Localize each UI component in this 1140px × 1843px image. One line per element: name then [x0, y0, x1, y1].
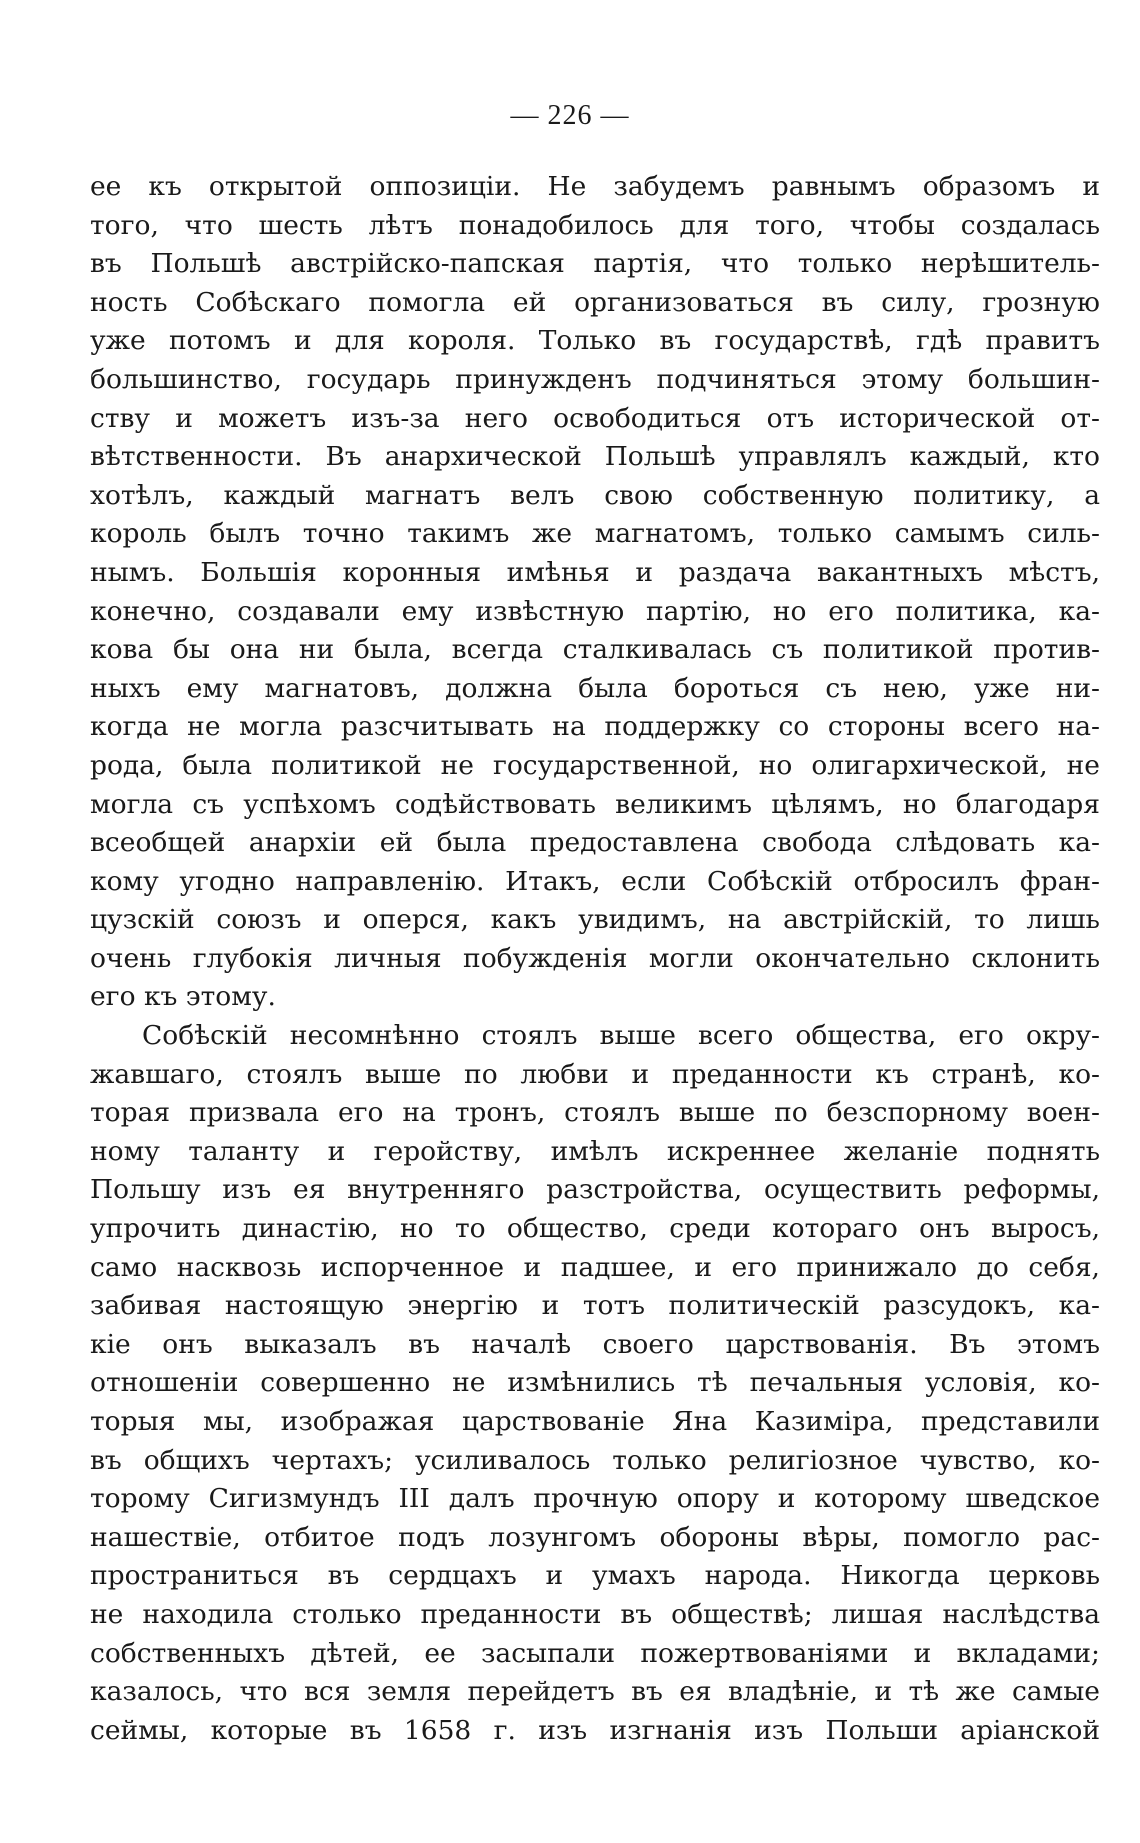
text-line: цузскій союзъ и оперся, какъ увидимъ, на австрійскій, то лишь: [90, 904, 1100, 936]
body-text: [90, 168, 1100, 1750]
text-line: Собѣскій несомнѣнно стоялъ выше всего общества, его окру-: [142, 1020, 1100, 1052]
text-line: могла съ успѣхомъ содѣйствовать великимъ цѣлямъ, но благодаря: [90, 788, 1100, 820]
text-line: очень глубокія личныя побужденія могли окончательно склонить: [90, 942, 1100, 974]
text-line: нымъ. Большія коронныя имѣнья и раздача вакантныхъ мѣстъ,: [90, 556, 1100, 588]
text-line: рода, была политикой не государственной, но олигархической, не: [90, 749, 1100, 781]
text-line: кова бы она ни была, всегда сталкивалась съ политикой против-: [90, 634, 1100, 666]
text-line: конечно, создавали ему извѣстную партію, но его политика, ка-: [90, 595, 1100, 627]
text-line: само насквозь испорченное и падшее, и его принижало до себя,: [90, 1251, 1100, 1283]
text-line: нашествіе, отбитое подъ лозунгомъ обороны вѣры, помогло рас-: [90, 1521, 1100, 1553]
text-line: вѣтственности. Въ анархической Польшѣ управлялъ каждый, кто: [90, 441, 1100, 473]
paragraph-2: [90, 1017, 1100, 1750]
text-line: большинство, государь принужденъ подчиняться этому большин-: [90, 363, 1100, 395]
text-line: въ общихъ чертахъ; усиливалось только религіозное чувство, ко-: [90, 1444, 1100, 1476]
text-line: того, что шесть лѣтъ понадобилось для того, чтобы создалась: [90, 209, 1100, 241]
text-line: пространиться въ сердцахъ и умахъ народа. Никогда церковь: [90, 1560, 1100, 1592]
text-line: кому угодно направленію. Итакъ, если Собѣскій отбросилъ фран-: [90, 865, 1100, 897]
text-line: всеобщей анархіи ей была предоставлена свобода слѣдовать ка-: [90, 827, 1100, 859]
text-line: кіе онъ выказалъ въ началѣ своего царствованія. Въ этомъ: [90, 1328, 1100, 1360]
text-line: не находила столько преданности въ обществѣ; лишая наслѣдства: [90, 1598, 1100, 1630]
paragraph-1: [90, 168, 1100, 1017]
text-line: забивая настоящую энергію и тотъ политическій разсудокъ, ка-: [90, 1290, 1100, 1322]
text-line: отношеніи совершенно не измѣнились тѣ печальныя условія, ко-: [90, 1367, 1100, 1399]
text-line: когда не могла разсчитывать на поддержку со стороны всего на-: [90, 711, 1100, 743]
text-line: уже потомъ и для короля. Только въ государствѣ, гдѣ правитъ: [90, 325, 1100, 357]
text-line: казалось, что вся земля перейдетъ въ ея владѣніе, и тѣ же самые: [90, 1676, 1100, 1708]
text-line: торыя мы, изображая царствованіе Яна Казиміра, представили: [90, 1406, 1100, 1437]
text-line: ству и можетъ изъ-за него освободиться отъ исторической от-: [90, 402, 1100, 434]
text-line: ее къ открытой оппозиціи. Не забудемъ равнымъ образомъ и: [90, 171, 1100, 202]
text-line: жавшаго, стоялъ выше по любви и преданности къ странѣ, ко-: [90, 1058, 1100, 1090]
text-line: сеймы, которые въ 1658 г. изъ изгнанія изъ Польши аріанской: [90, 1714, 1100, 1746]
text-line: ному таланту и геройству, имѣлъ искреннее желаніе поднять: [90, 1135, 1100, 1167]
page-number: — 226 —: [510, 100, 630, 131]
text-line: въ Польшѣ австрійско-папская партія, что только нерѣшитель-: [90, 248, 1100, 280]
text-line: упрочить династію, но то общество, среди котораго онъ выросъ,: [90, 1213, 1100, 1245]
text-line: его къ этому.: [90, 981, 276, 1013]
text-line: хотѣлъ, каждый магнатъ велъ свою собственную политику, а: [90, 479, 1100, 511]
text-line: король былъ точно такимъ же магнатомъ, только самымъ силь-: [90, 518, 1100, 550]
text-line: собственныхъ дѣтей, ее засыпали пожертвованіями и вкладами;: [90, 1637, 1100, 1669]
text-line: Польшу изъ ея внутренняго разстройства, осуществить реформы,: [90, 1174, 1100, 1206]
text-line: торая призвала его на тронъ, стоялъ выше по безспорному воен-: [90, 1097, 1100, 1129]
text-line: ныхъ ему магнатовъ, должна была бороться съ нею, уже ни-: [90, 672, 1100, 704]
text-line: ность Собѣскаго помогла ей организоваться въ силу, грозную: [90, 286, 1100, 318]
text-line: торому Сигизмундъ III далъ прочную опору и которому шведское: [90, 1483, 1100, 1515]
